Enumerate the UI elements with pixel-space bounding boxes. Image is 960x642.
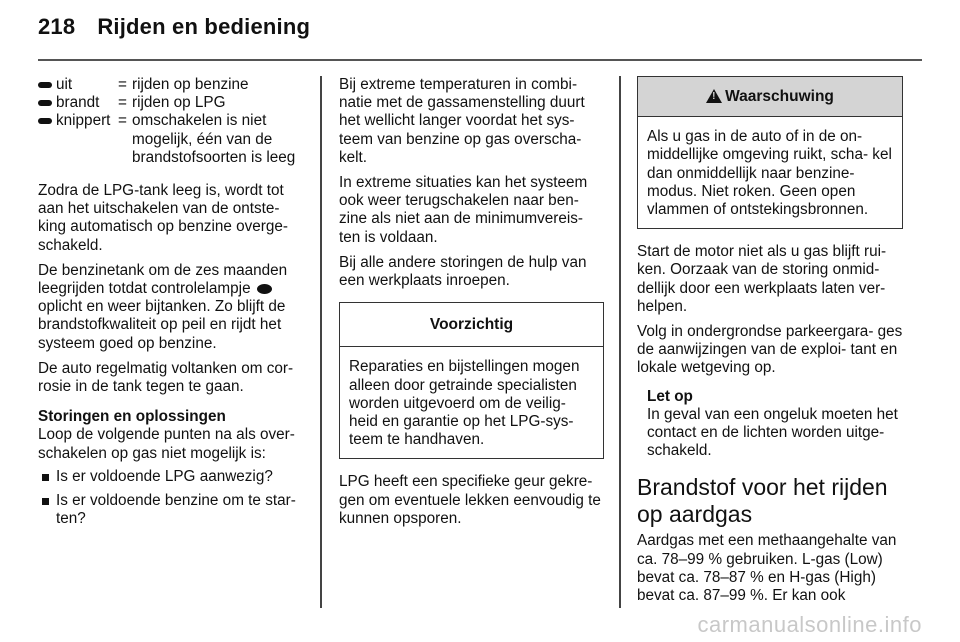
column-divider-1	[320, 76, 322, 608]
page-number: 218	[38, 14, 76, 39]
note-heading: Let op	[647, 387, 693, 405]
caution-box	[339, 302, 604, 459]
caution-title: Voorzichtig	[340, 303, 603, 347]
lamp-on-icon	[38, 100, 52, 106]
paragraph: De benzinetank om de zes maanden leegrijden totdat controlelampje oplicht en weer bijtanken. Zo blijft de brandstofkwaliteit op peil en rijdt het systeem goed op benzine.	[38, 261, 288, 352]
status-legend	[38, 76, 306, 167]
warning-body: Als u gas in de auto of in de on- middellijke omgeving ruikt, scha- kel dan onmiddellijk naar benzine- modus. Niet roken. Geen open vlammen of ontstekingsbronnen.	[647, 128, 892, 219]
page-header	[38, 14, 310, 40]
lamp-flashing-icon	[38, 118, 52, 124]
note	[637, 388, 903, 461]
paragraph: Bij extreme temperaturen in combi- natie met de gassamenstelling duurt het wellicht langer voordat het sys- teem van benzine op gas overscha- kelt.	[339, 76, 585, 166]
column-divider-2	[619, 76, 621, 608]
header-rule	[38, 59, 922, 61]
checklist	[38, 468, 306, 529]
column-2	[339, 76, 604, 535]
status-row-flashing: knippert = omschakelen is niet mogelijk, één van de brandstofsoorten is leeg	[38, 112, 306, 167]
list-item: Is er voldoende benzine om te star- ten?	[38, 492, 306, 528]
section-heading: Brandstof voor het rijden op aardgas	[637, 474, 888, 528]
caution-body: Reparaties en bijstellingen mogen alleen door getrainde specialisten worden uitgevoerd om de veilig- heid en garantie op het LPG-sys- teem te handhaven.	[349, 358, 580, 449]
column-1	[38, 76, 306, 534]
sub-heading: Storingen en oplossingen	[38, 408, 226, 426]
warning-box	[637, 76, 903, 229]
column-3	[637, 76, 903, 612]
warning-title: Waarschuwing	[725, 88, 834, 105]
paragraph: Volg in ondergrondse parkeergara- ges de aanwijzingen van de exploi- tant en lokale wetgeving op.	[637, 323, 903, 377]
paragraph: In extreme situaties kan het systeem ook weer terugschakelen naar ben- zine als niet aan de minimumvereis- ten is voldaan.	[339, 174, 588, 246]
paragraph: Bij alle andere storingen de hulp van een werkplaats inroepen.	[339, 253, 587, 290]
note-body: In geval van een ongeluk moeten het contact en de lichten worden uitge- schakeld.	[647, 405, 898, 460]
watermark: carmanualsonline.info	[697, 612, 922, 637]
status-row-on: brandt = rijden op LPG	[38, 94, 306, 112]
warning-triangle-icon	[706, 89, 722, 103]
paragraph: LPG heeft een specifieke geur gekre- gen om eventuele lekken eenvoudig te kunnen opsporen.	[339, 473, 601, 527]
paragraph: De auto regelmatig voltanken om cor- rosie in de tank tegen te gaan.	[38, 359, 294, 396]
control-lamp-icon	[257, 284, 272, 294]
lamp-off-icon	[38, 82, 52, 88]
status-row-off: uit = rijden op benzine	[38, 76, 306, 94]
paragraph: Start de motor niet als u gas blijft rui- ken. Oorzaak van de storing onmid- dellijk door een werkplaats laten ver- helpen.	[637, 243, 887, 315]
list-item: Is er voldoende LPG aanwezig?	[38, 468, 306, 486]
paragraph: Aardgas met een methaangehalte van ca. 78–99 % gebruiken. L-gas (Low) bevat ca. 78–87 % en H-gas (High) bevat ca. 87–99 %. Er kan ook	[637, 532, 897, 605]
paragraph: Zodra de LPG-tank leeg is, wordt tot aan het uitschakelen van de ontste- king automatisch op benzine overge- schakeld.	[38, 182, 289, 254]
page-title: Rijden en bediening	[97, 14, 311, 39]
paragraph: Loop de volgende punten na als over- schakelen op gas niet mogelijk is:	[38, 426, 295, 462]
warning-header	[638, 77, 902, 117]
